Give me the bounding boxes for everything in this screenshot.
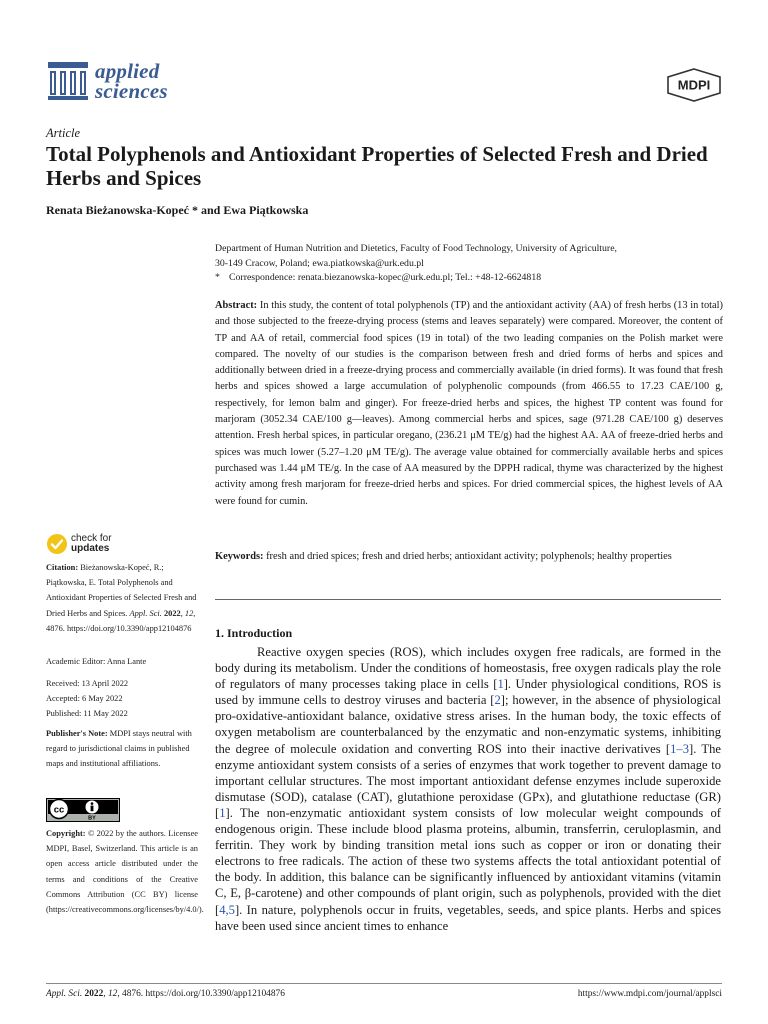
intro-text-3: ]; however, in the absence of physiological pro-oxidative-antioxidant balance, oxidative stress arises. In the human body, the toxic effects of oxygen metabolism are counterbalanced by the enzymatic and non-enzymatic systems, inhibiting the degree of molecule oxidation and converting ROS into their inactive derivatives [ xyxy=(215,693,721,756)
keywords xyxy=(215,549,723,565)
publication-dates xyxy=(46,676,198,722)
copyright-label: Copyright: xyxy=(46,829,86,838)
copyright-notice xyxy=(46,826,204,917)
footer-divider xyxy=(46,983,722,984)
journal-logo[interactable] xyxy=(46,60,168,102)
citation-label: Citation: xyxy=(46,563,79,572)
received-date: Received: 13 April 2022 xyxy=(46,679,129,688)
cc-by-license-badge[interactable] xyxy=(46,798,120,827)
footer-volume: 12 xyxy=(107,989,118,999)
citation-doi[interactable]: , 4876. https://doi.org/10.3390/app12104876 xyxy=(46,608,196,633)
intro-text-1: Reactive oxygen species (ROS), which includes oxygen free radicals, are formed in the body during its metabolism. Under the conditions of homeostasis, free oxygen radicals play the role of regulators of many processes taking place in cells [ xyxy=(215,645,721,692)
section-heading-introduction: 1. Introduction xyxy=(215,626,293,640)
citation-text: Bieżanowska-Kopeć, R.; Piątkowska, E. Total Polyphenols and Antioxidant Properties of Selected Fresh and Dried Herbs and Spices. xyxy=(46,563,197,618)
mdpi-logo[interactable] xyxy=(666,68,722,107)
correspondence-star: * xyxy=(215,272,220,283)
cc-by-icon xyxy=(46,798,120,822)
abstract-label: Abstract: xyxy=(215,300,258,311)
publisher-note-text: MDPI stays neutral with regard to jurisdictional claims in published maps and institutional affiliations. xyxy=(46,729,192,769)
intro-text-6: ]. In nature, polyphenols occur in fruits, vegetables, seeds, and spice plants. Herbs and spices have been used since ancient times to enhance xyxy=(215,902,721,933)
correspondence-text: Correspondence: renata.biezanowska-kopec@urk.edu.pl; Tel.: +48-12-6624818 xyxy=(229,272,542,283)
journal-name-line1: applied xyxy=(95,59,160,83)
cc-badge-text: BY xyxy=(88,815,96,822)
check-updates-line1: check for xyxy=(71,533,112,544)
article-type: Article xyxy=(46,126,81,140)
footer-journal-url[interactable]: https://www.mdpi.com/journal/applsci xyxy=(577,989,722,999)
check-updates-icon xyxy=(46,533,68,555)
footer-doi[interactable]: , 4876. https://doi.org/10.3390/app12104876 xyxy=(117,989,285,999)
mdpi-logo-text: MDPI xyxy=(677,77,711,93)
citation-link[interactable]: 1 xyxy=(497,677,504,692)
introduction-paragraph xyxy=(215,644,721,934)
citation-journal: Appl. Sci. xyxy=(129,608,162,618)
mdpi-logo-icon xyxy=(666,68,722,102)
copyright-text: © 2022 by the authors. Licensee MDPI, Basel, Switzerland. This article is an open access article distributed under the terms and conditions of the Creative Commons Attribution (CC BY) license (https://creativecommons.org/licenses/by/4.0/). xyxy=(46,829,204,915)
check-for-updates-button[interactable] xyxy=(46,533,112,555)
correspondence xyxy=(215,271,723,286)
citation-link[interactable]: 1 xyxy=(219,805,226,820)
check-updates-line2: updates xyxy=(71,543,110,554)
keywords-divider xyxy=(215,599,721,600)
affiliation-line1: Department of Human Nutrition and Dietetics, Faculty of Food Technology, University of Agriculture, xyxy=(215,243,617,254)
journal-name xyxy=(95,61,168,101)
published-date: Published: 11 May 2022 xyxy=(46,709,128,719)
footer-citation: Appl. Sci. 2022, 12, 4876. https://doi.org/10.3390/app12104876 xyxy=(46,989,285,999)
svg-text:cc: cc xyxy=(53,804,65,816)
keywords-label: Keywords: xyxy=(215,551,264,562)
intro-text-4: ]. The enzyme antioxidant system consists of a series of enzymes that work together to prevent damage to important cellular structures. The most important antioxidant defense enzymes include superoxide dismutase (SOD), catalase (CAT), glutathione peroxidase (GPx), and glutathione reductase (GR) [ xyxy=(215,741,721,820)
citation-block: Citation: Bieżanowska-Kopeć, R.; Piątkowska, E. Total Polyphenols and Antioxidant Properties of Selected Fresh and Dried Herbs and Spices. Appl. Sci. 2022, 12, 4876. https://doi.org/10.3390/app12104876 xyxy=(46,563,197,633)
article-authors: Renata Bieżanowska-Kopeć * and Ewa Piątkowska xyxy=(46,203,309,217)
journal-name-line2: sciences xyxy=(95,79,168,103)
journal-logo-icon xyxy=(46,60,90,102)
citation-link[interactable]: 4,5 xyxy=(219,902,235,917)
article-title: Total Polyphenols and Antioxidant Properties of Selected Fresh and Dried Herbs and Spices xyxy=(46,142,708,190)
citation-link[interactable]: 2 xyxy=(494,693,501,708)
academic-editor: Academic Editor: Anna Lante xyxy=(46,657,147,666)
keywords-text: fresh and dried spices; fresh and dried herbs; antioxidant activity; polyphenols; healthy properties xyxy=(266,551,672,562)
abstract xyxy=(215,298,723,510)
publisher-note xyxy=(46,726,198,772)
citation-volume: 12 xyxy=(184,608,194,618)
intro-text-2: ]. Under physiological conditions, ROS is used by immune cells to destroy viruses and bacteria [ xyxy=(215,677,722,708)
check-updates-label xyxy=(71,534,112,554)
citation-link[interactable]: 1–3 xyxy=(670,741,690,756)
affiliation-block xyxy=(215,242,723,286)
footer-year: 2022 xyxy=(84,989,104,999)
footer-journal: Appl. Sci. xyxy=(46,989,83,999)
accepted-date: Accepted: 6 May 2022 xyxy=(46,694,123,704)
affiliation-line2: 30-149 Cracow, Poland; ewa.piatkowska@urk.edu.pl xyxy=(215,257,424,269)
abstract-text: In this study, the content of total polyphenols (TP) and the antioxidant activity (AA) of fresh herbs (13 in total) and those subjected to the freeze-drying process (stems and leaves separately) were compared. Moreover, the content of TP and AA of retail, commercial food spices (19 in total) of the two leading companies on the Polish market were compared. The novelty of our studies is the comparison between fresh and dried forms of herbs and spices and additionally between dried in a freeze-drying process and commercially available (in dried forms). It was found that fresh herbs and spices showed a large accumulation of polyphenolic compounds (from 466.55 to 17.23 CAE/100 g, respectively, for lemon balm and ginger). For freeze-dried herbs and spices, the highest TP content was found for marjoram (3052.34 CAE/100 g—leaves). Among commercial herbs and spices, sage (971.28 CAE/100 g) deserves attention. Fresh herbal spices, in particular oregano, (236.21 μM TE/g) had the highest AA. AA of freeze-dried herbs and spices was much lower (5.27–1.20 μM TE/g). The average value obtained for commercially available herbs and spices purchased was 1.44 μM TE/g. In the case of AA measured by the DPPH radical, thyme was characterized by the highest activity among fresh marjoram for freeze-dried herbs and spices. For dried commercial spices, the highest levels of AA were found for cumin. xyxy=(215,300,723,507)
publisher-note-label: Publisher's Note: xyxy=(46,729,108,738)
intro-text-5: ]. The non-enzymatic antioxidant system consists of low molecular weight compounds of endogenous origin. These include blood plasma proteins, albumin, transferrin, ceruloplasmin, and ferritin. They work by binding transition metal ions such as copper or iron or donating their electrons to free radicals. The action of these two systems affects the total antioxidant potential of the body. In addition, this balance can be significantly influenced by antioxidant vitamins (vitamin C, E, β-carotene) and other compounds of plant origin, such as polyphenols, provided with the diet [ xyxy=(215,805,721,917)
citation-year: 2022 xyxy=(163,608,181,618)
